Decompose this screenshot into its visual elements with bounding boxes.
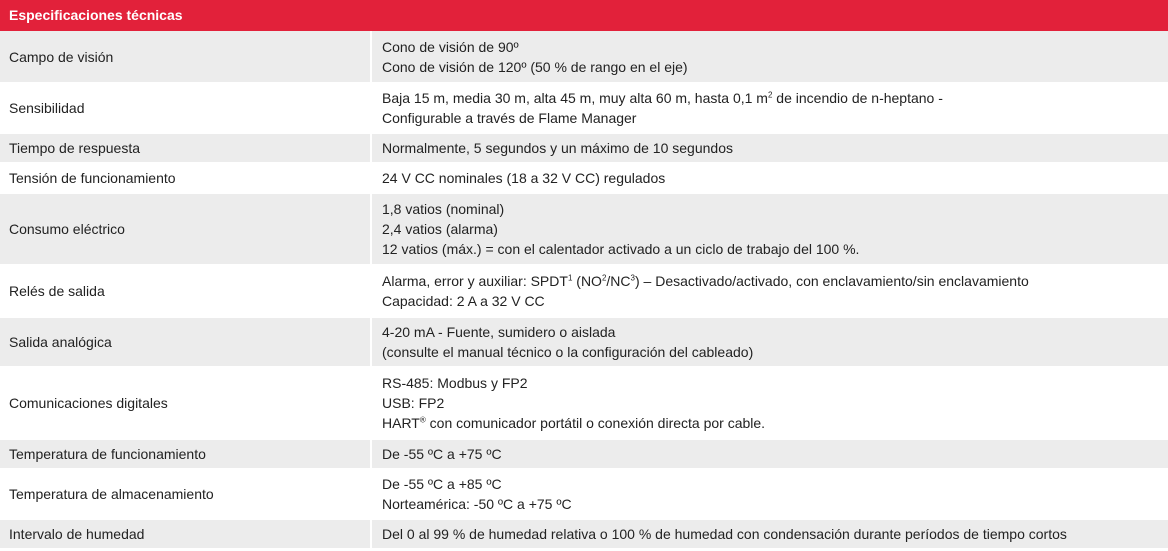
spec-value xyxy=(371,317,1168,367)
spec-label: Tiempo de respuesta xyxy=(0,133,371,163)
spec-value-text: 24 V CC nominales (18 a 32 V CC) regulados xyxy=(382,170,666,186)
superscript: 1 xyxy=(567,273,573,283)
spec-label: Campo de visión xyxy=(0,31,371,83)
spec-row xyxy=(0,317,1168,367)
spec-value-text: Alarma, error y auxiliar: SPDT xyxy=(382,273,568,289)
spec-label: Comunicaciones digitales xyxy=(0,367,371,439)
spec-label: Sensibilidad xyxy=(0,83,371,133)
spec-label: Consumo eléctrico xyxy=(0,193,371,265)
spec-value xyxy=(371,31,1168,83)
spec-row xyxy=(0,163,1168,193)
spec-row xyxy=(0,469,1168,519)
spec-value-line xyxy=(382,474,1168,494)
spec-value-text: Cono de visión de 90º xyxy=(382,38,519,55)
spec-value xyxy=(371,367,1168,439)
spec-value-line xyxy=(382,494,1168,514)
spec-label: Salida analógica xyxy=(0,317,371,367)
spec-value-text: de incendio de n-heptano - xyxy=(772,90,943,106)
spec-value-line xyxy=(382,291,1168,311)
spec-value-text: HART xyxy=(382,415,420,431)
spec-value xyxy=(371,439,1168,469)
spec-table xyxy=(0,31,1168,550)
spec-value-line xyxy=(382,57,1168,77)
spec-value-line xyxy=(382,393,1168,413)
spec-value-line xyxy=(382,524,1168,544)
spec-row xyxy=(0,31,1168,83)
spec-value-text: Norteamérica: -50 ºC a +75 ºC xyxy=(382,496,572,512)
superscript: 2 xyxy=(767,90,773,100)
spec-value-line xyxy=(382,108,1168,128)
spec-value-text: 12 vatios (máx.) = con el calentador activado a un ciclo de trabajo del 100 %. xyxy=(382,241,860,257)
spec-table-header: Especificaciones técnicas xyxy=(0,0,1168,31)
spec-value-line xyxy=(382,239,1168,259)
spec-row xyxy=(0,265,1168,317)
spec-row xyxy=(0,133,1168,163)
spec-value-line xyxy=(382,219,1168,239)
spec-value-text: De -55 ºC a +75 ºC xyxy=(382,446,502,462)
spec-row xyxy=(0,367,1168,439)
spec-value-text: Capacidad: 2 A a 32 V CC xyxy=(382,293,545,309)
spec-value-line xyxy=(382,444,1168,464)
spec-value-line xyxy=(382,88,1168,108)
spec-table-body xyxy=(0,31,1168,549)
spec-row xyxy=(0,83,1168,133)
spec-value xyxy=(371,193,1168,265)
spec-value-text: USB: FP2 xyxy=(382,395,445,411)
spec-value xyxy=(371,265,1168,317)
superscript: 2 xyxy=(601,273,607,283)
spec-value-line xyxy=(382,413,1168,433)
spec-value-line xyxy=(382,271,1168,291)
spec-label: Tensión de funcionamiento xyxy=(0,163,371,193)
spec-value-text: Del 0 al 99 % de humedad relativa o 100 % de humedad con condensación durante períodos de tiempo cortos xyxy=(382,526,1067,542)
spec-label: Intervalo de humedad xyxy=(0,519,371,549)
spec-value-line xyxy=(382,342,1168,362)
spec-value xyxy=(371,519,1168,549)
spec-label: Temperatura de funcionamiento xyxy=(0,439,371,469)
spec-value-line xyxy=(382,37,1168,57)
spec-value-text: 4-20 mA - Fuente, sumidero o aislada xyxy=(382,324,616,340)
spec-value-text: Configurable a través de Flame Manager xyxy=(382,110,637,126)
spec-value-text: Cono de visión de 120º (50 % de rango en el eje) xyxy=(382,58,688,75)
spec-value-line xyxy=(382,168,1168,188)
spec-value xyxy=(371,83,1168,133)
spec-value-line xyxy=(382,373,1168,393)
spec-value-line xyxy=(382,199,1168,219)
spec-row xyxy=(0,519,1168,549)
spec-value-text: Normalmente, 5 segundos y un máximo de 10 segundos xyxy=(382,140,733,156)
spec-value-text: con comunicador portátil o conexión directa por cable. xyxy=(425,415,766,431)
superscript: 3 xyxy=(630,273,635,283)
spec-value-text: De -55 ºC a +85 ºC xyxy=(382,476,502,492)
spec-value-text: (consulte el manual técnico o la configuración del cableado) xyxy=(382,344,754,360)
spec-value xyxy=(371,163,1168,193)
superscript: ® xyxy=(419,415,426,425)
spec-row xyxy=(0,193,1168,265)
spec-value-text: RS-485: Modbus y FP2 xyxy=(382,375,528,391)
spec-value-line xyxy=(382,322,1168,342)
spec-value-text: /NC xyxy=(606,273,631,289)
spec-value-text: Baja 15 m, media 30 m, alta 45 m, muy alta 60 m, hasta 0,1 m xyxy=(382,90,768,106)
spec-label: Temperatura de almacenamiento xyxy=(0,469,371,519)
spec-value-text: 1,8 vatios (nominal) xyxy=(382,201,505,217)
spec-value-text: 2,4 vatios (alarma) xyxy=(382,221,498,237)
spec-value-text: (NO xyxy=(572,273,602,289)
spec-value xyxy=(371,133,1168,163)
spec-value xyxy=(371,469,1168,519)
spec-value-text: ) – Desactivado/activado, con enclavamiento/sin enclavamiento xyxy=(634,273,1029,289)
spec-row xyxy=(0,439,1168,469)
spec-value-line xyxy=(382,138,1168,158)
spec-label: Relés de salida xyxy=(0,265,371,317)
